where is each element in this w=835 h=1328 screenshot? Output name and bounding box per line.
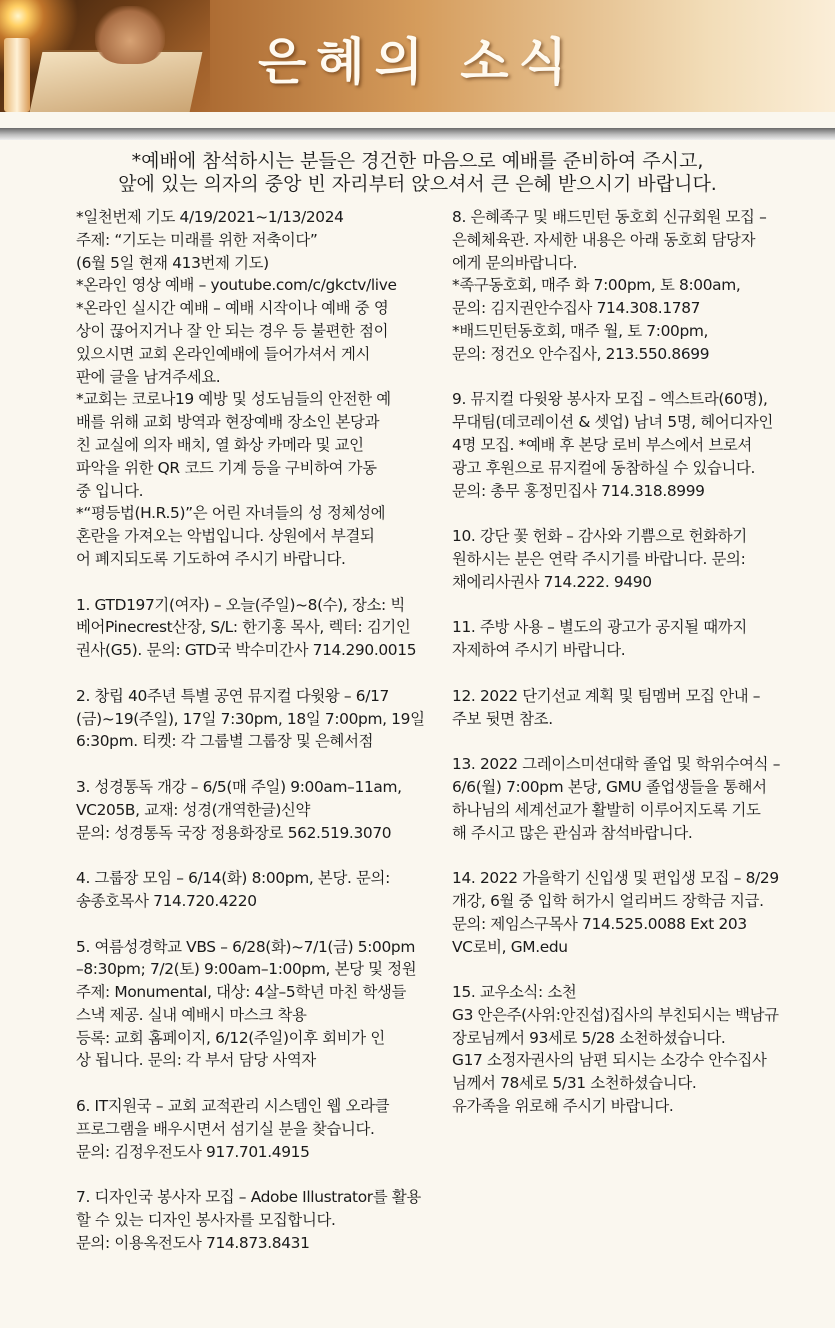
announcement-line: *교회는 코로나19 예방 및 성도님들의 안전한 예 (76, 390, 391, 409)
announcement-line: 스낵 제공. 실내 예배시 마스크 착용 (76, 1005, 307, 1024)
announcement-line: 4. 그룹장 모임 – 6/14(화) 8:00pm, 본당. 문의: (76, 869, 390, 888)
announcement-line: 해 주시고 많은 관심과 참석바랍니다. (452, 823, 693, 842)
announcement-line: 상 됩니다. 문의: 각 부서 담당 사역자 (76, 1051, 316, 1070)
announcement-line: 문의: 성경통독 국장 정용화장로 562.519.3070 (76, 823, 392, 842)
announcement-line: 채에리사권사 714.222. 9490 (452, 572, 652, 591)
announcement-line: 13. 2022 그레이스미션대학 졸업 및 학위수여식 – (452, 755, 781, 774)
intro-notice (0, 148, 835, 194)
announcement-line: 판에 글을 남겨주세요. (76, 367, 221, 386)
announcement-line: (6월 5일 현재 413번제 기도) (76, 253, 269, 272)
announcement-line: 9. 뮤지컬 다윗왕 봉사자 모집 – 엑스트라(60명), (452, 390, 768, 409)
announcements-left-column (76, 206, 436, 1255)
announcement-line: 6. IT지원국 – 교회 교적관리 시스템인 웹 오라클 (76, 1097, 390, 1116)
announcement-line: 3. 성경통독 개강 – 6/5(매 주일) 9:00am–11am, (76, 777, 402, 796)
announcement-line: *일천번제 기도 4/19/2021~1/13/2024 (76, 208, 344, 226)
announcement-line: 송종호목사 714.720.4220 (76, 891, 257, 910)
announcement-line: 장로님께서 93세로 5/28 소천하셨습니다. (452, 1028, 726, 1047)
intro-line: *예배에 참석하시는 분들은 경건한 마음으로 예배를 준비하여 주시고, (131, 150, 704, 172)
paragraph-gap (76, 1163, 436, 1186)
announcement-line: 하나님의 세계선교가 활발히 이루어지도록 기도 (452, 800, 761, 819)
paragraph-gap (76, 844, 436, 867)
announcement-line: 광고 후원으로 뮤지컬에 동참하실 수 있습니다. (452, 458, 756, 477)
announcement-line: *“평등법(H.R.5)”은 어린 자녀들의 성 정체성에 (76, 504, 386, 523)
announcement-line: 은혜체육관. 자세한 내용은 아래 동호회 담당자 (452, 230, 756, 249)
announcement-line: VC로비, GM.edu (452, 937, 568, 956)
paragraph-gap (76, 1072, 436, 1095)
paragraph-gap (452, 366, 812, 389)
announcement-line: 문의: 총무 홍정민집사 714.318.8999 (452, 481, 705, 500)
announcement-line: 14. 2022 가을학기 신입생 및 편입생 모집 – 8/29 (452, 869, 779, 888)
paragraph-gap (452, 730, 812, 753)
announcement-line: *족구동호회, 매주 화 7:00pm, 토 8:00am, (452, 276, 741, 295)
announcement-line: 5. 여름성경학교 VBS – 6/28(화)~7/1(금) 5:00pm (76, 937, 415, 956)
paragraph-gap (452, 594, 812, 617)
announcement-line: 8. 은혜족구 및 배드민턴 동호회 신규회원 모집 – (452, 208, 767, 226)
announcement-line: 문의: 이용옥전도사 714.873.8431 (76, 1233, 310, 1252)
announcement-line: 중 입니다. (76, 481, 144, 500)
paragraph-gap (452, 958, 812, 981)
intro-line: 앞에 있는 의자의 중앙 빈 자리부터 앉으셔서 큰 은혜 받으시기 바랍니다. (118, 172, 717, 195)
announcement-line: 상이 끊어지거나 잘 안 되는 경우 등 불편한 점이 (76, 321, 389, 340)
announcement-line: G3 안은주(사위:안진섭)집사의 부친되시는 백남규 (452, 1005, 779, 1024)
announcement-line: 님께서 78세로 5/31 소천하셨습니다. (452, 1074, 697, 1093)
page-title: 은혜의 소식 (258, 32, 577, 91)
announcement-line: 등록: 교회 홈페이지, 6/12(주일)이후 회비가 인 (76, 1028, 385, 1047)
announcement-line: 2. 창립 40주년 특별 공연 뮤지컬 다윗왕 – 6/17 (76, 686, 389, 705)
paragraph-gap (76, 662, 436, 685)
paragraph-gap (76, 753, 436, 776)
announcement-line: 6:30pm. 티켓: 각 그룹별 그룹장 및 은혜서점 (76, 732, 374, 751)
announcements-right-column (452, 206, 812, 1118)
announcement-line: *온라인 영상 예배 – youtube.com/c/gkctv/live (76, 276, 397, 295)
announcement-line: 11. 주방 사용 – 별도의 광고가 공지될 때까지 (452, 618, 747, 637)
announcement-line: 10. 강단 꽃 헌화 – 감사와 기쁨으로 헌화하기 (452, 527, 747, 546)
paragraph-gap (452, 844, 812, 867)
announcement-line: –8:30pm; 7/2(토) 9:00am–1:00pm, 본당 및 정원 (76, 960, 417, 979)
announcement-line: 유가족을 위로해 주시기 바랍니다. (452, 1097, 674, 1116)
announcement-line: 주보 뒷면 참조. (452, 709, 553, 728)
announcement-line: 6/6(월) 7:00pm 본당, GMU 졸업생들을 통해서 (452, 777, 767, 796)
announcement-line: (금)~19(주일), 17일 7:30pm, 18일 7:00pm, 19일 (76, 709, 425, 728)
praying-hands-icon (95, 6, 165, 64)
announcement-line: 무대팀(데코레이션 & 셋업) 남녀 5명, 헤어디자인 (452, 413, 773, 432)
announcement-line: 4명 모집. *예배 후 본당 로비 부스에서 브로셔 (452, 435, 752, 454)
announcement-line: 문의: 정건오 안수집사, 213.550.8699 (452, 344, 710, 363)
announcement-line: 15. 교우소식: 소천 (452, 983, 577, 1002)
header-banner (0, 0, 835, 112)
prayer-photo (0, 0, 210, 112)
announcement-line: 문의: 김지권안수집사 714.308.1787 (452, 299, 701, 318)
candle-icon (4, 38, 30, 112)
announcement-line: 할 수 있는 디자인 봉사자를 모집합니다. (76, 1211, 336, 1230)
announcement-line: 파악을 위한 QR 코드 기계 등을 구비하여 가동 (76, 458, 377, 477)
announcement-line: 있으시면 교회 온라인예배에 들어가셔서 게시 (76, 344, 370, 363)
announcement-line: 혼란을 가져오는 악법입니다. 상원에서 부결되 (76, 527, 375, 546)
announcement-line: VC205B, 교재: 성경(개역한글)신약 (76, 800, 311, 819)
paragraph-gap (452, 502, 812, 525)
paragraph-gap (76, 913, 436, 936)
announcement-line: 주제: Monumental, 대상: 4살–5학년 마친 학생들 (76, 983, 407, 1002)
announcement-line: *온라인 실시간 예배 – 예배 시작이나 예배 중 영 (76, 299, 389, 318)
announcement-line: 자제하여 주시기 바랍니다. (452, 641, 626, 660)
announcement-line: 친 교실에 의자 배치, 열 화상 카메라 및 교인 (76, 435, 364, 454)
paragraph-gap (452, 662, 812, 685)
announcement-line: 어 폐지되도록 기도하여 주시기 바랍니다. (76, 549, 346, 568)
announcement-line: 주제: “기도는 미래를 위한 저축이다” (76, 230, 318, 249)
announcement-line: 1. GTD197기(여자) – 오늘(주일)~8(수), 장소: 빅 (76, 595, 405, 614)
announcement-line: 베어Pinecrest산장, S/L: 한기홍 목사, 렉터: 김기인 (76, 618, 411, 637)
paragraph-gap (76, 571, 436, 594)
announcement-line: 12. 2022 단기선교 계획 및 팀멤버 모집 안내 – (452, 686, 761, 705)
announcement-line: *배드민턴동호회, 매주 월, 토 7:00pm, (452, 321, 709, 340)
header-divider (0, 128, 835, 140)
announcement-line: 문의: 김정우전도사 917.701.4915 (76, 1142, 310, 1161)
announcement-line: 에게 문의바랍니다. (452, 253, 578, 272)
announcement-line: G17 소정자권사의 남편 되시는 소강수 안수집사 (452, 1051, 767, 1070)
announcement-line: 문의: 제임스구목사 714.525.0088 Ext 203 (452, 914, 747, 933)
announcement-line: 배를 위해 교회 방역과 현장예배 장소인 본당과 (76, 413, 380, 432)
announcement-line: 권사(G5). 문의: GTD국 박수미간사 714.290.0015 (76, 641, 417, 660)
announcement-line: 원하시는 분은 연락 주시기를 바랍니다. 문의: (452, 549, 746, 568)
announcement-line: 개강, 6월 중 입학 허가시 얼리버드 장학금 지급. (452, 891, 764, 910)
announcement-line: 7. 디자인국 봉사자 모집 – Adobe Illustrator를 활용 (76, 1188, 421, 1207)
announcement-line: 프로그램을 배우시면서 섬기실 분을 찾습니다. (76, 1119, 375, 1138)
